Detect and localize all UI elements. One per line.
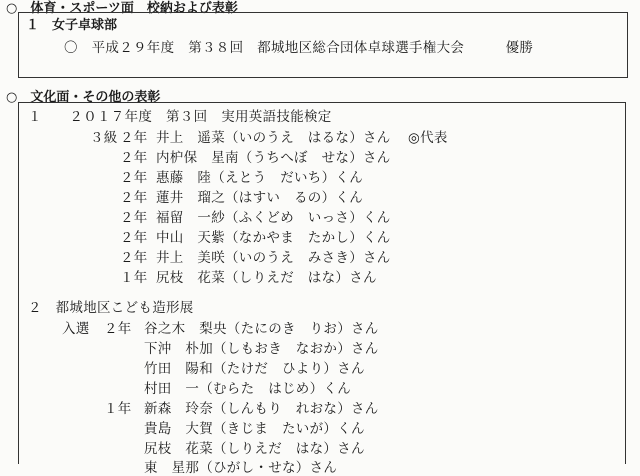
- eiken-year: ２年: [120, 230, 148, 246]
- culture-box-right: [625, 102, 626, 464]
- section-title-sports: ○ 体育・スポーツ面 校納および表彰: [6, 1, 238, 16]
- eiken-name: 尻枝 花菜（しりえだ はな）さん: [156, 270, 377, 286]
- art-award: 入選: [62, 321, 90, 337]
- representative-note: ◎代表: [408, 130, 448, 146]
- eiken-year: ２年: [120, 130, 148, 146]
- eiken-name: 惠藤 陸（えとう だいち）くん: [156, 170, 363, 186]
- eiken-name: 中山 天紫（なかやま たかし）くん: [156, 230, 391, 246]
- eiken-name: 内枦保 星南（うちへぼ せな）さん: [156, 150, 391, 166]
- group-heading-eiken: １ ２０１７年度 第３回 実用英語技能検定: [28, 109, 332, 125]
- eiken-grade: ３級: [90, 130, 118, 146]
- art-name: 下沖 朴加（しもおき なおか）さん: [144, 341, 379, 357]
- art-year: １年: [104, 401, 132, 417]
- art-name: 新森 玲奈（しんもり れおな）さん: [144, 401, 379, 417]
- art-name: 貴島 大賀（きじま たいが）くん: [144, 421, 365, 437]
- art-name: 谷之木 梨央（たにのき りお）さん: [144, 321, 379, 337]
- culture-box-left: [18, 102, 19, 464]
- culture-box-top: [18, 102, 626, 103]
- art-name: 竹田 陽和（たけだ ひより）さん: [144, 361, 365, 377]
- eiken-year: ２年: [120, 150, 148, 166]
- eiken-name: 蓮井 瑠之（はすい るの）くん: [156, 190, 363, 206]
- art-year: ２年: [104, 321, 132, 337]
- eiken-year: ２年: [120, 190, 148, 206]
- art-name: 村田 一（むらた はじめ）くん: [144, 381, 351, 397]
- art-name: 尻枝 花菜（しりえだ はな）さん: [144, 441, 365, 457]
- eiken-year: ２年: [120, 170, 148, 186]
- section-title-culture: ○ 文化面・その他の表彰: [6, 90, 161, 105]
- eiken-year: ２年: [120, 210, 148, 226]
- eiken-name: 井上 美咲（いのうえ みさき）さん: [156, 250, 391, 266]
- group-heading-table-tennis: １ 女子卓球部: [26, 18, 118, 33]
- eiken-year: ２年: [120, 250, 148, 266]
- eiken-name: 井上 遥菜（いのうえ はるな）さん: [156, 130, 391, 146]
- eiken-year: １年: [120, 270, 148, 286]
- eiken-name: 福留 一紗（ふくどめ いっさ）くん: [156, 210, 391, 226]
- group-heading-art-exhibition: ２ 都城地区こども造形展: [28, 300, 194, 316]
- art-name: 東 星那（ひがし・せな）さん: [144, 460, 338, 476]
- sports-entry: 〇 平成２９年度 第３８回 都城地区総合団体卓球選手権大会 優勝: [64, 40, 534, 56]
